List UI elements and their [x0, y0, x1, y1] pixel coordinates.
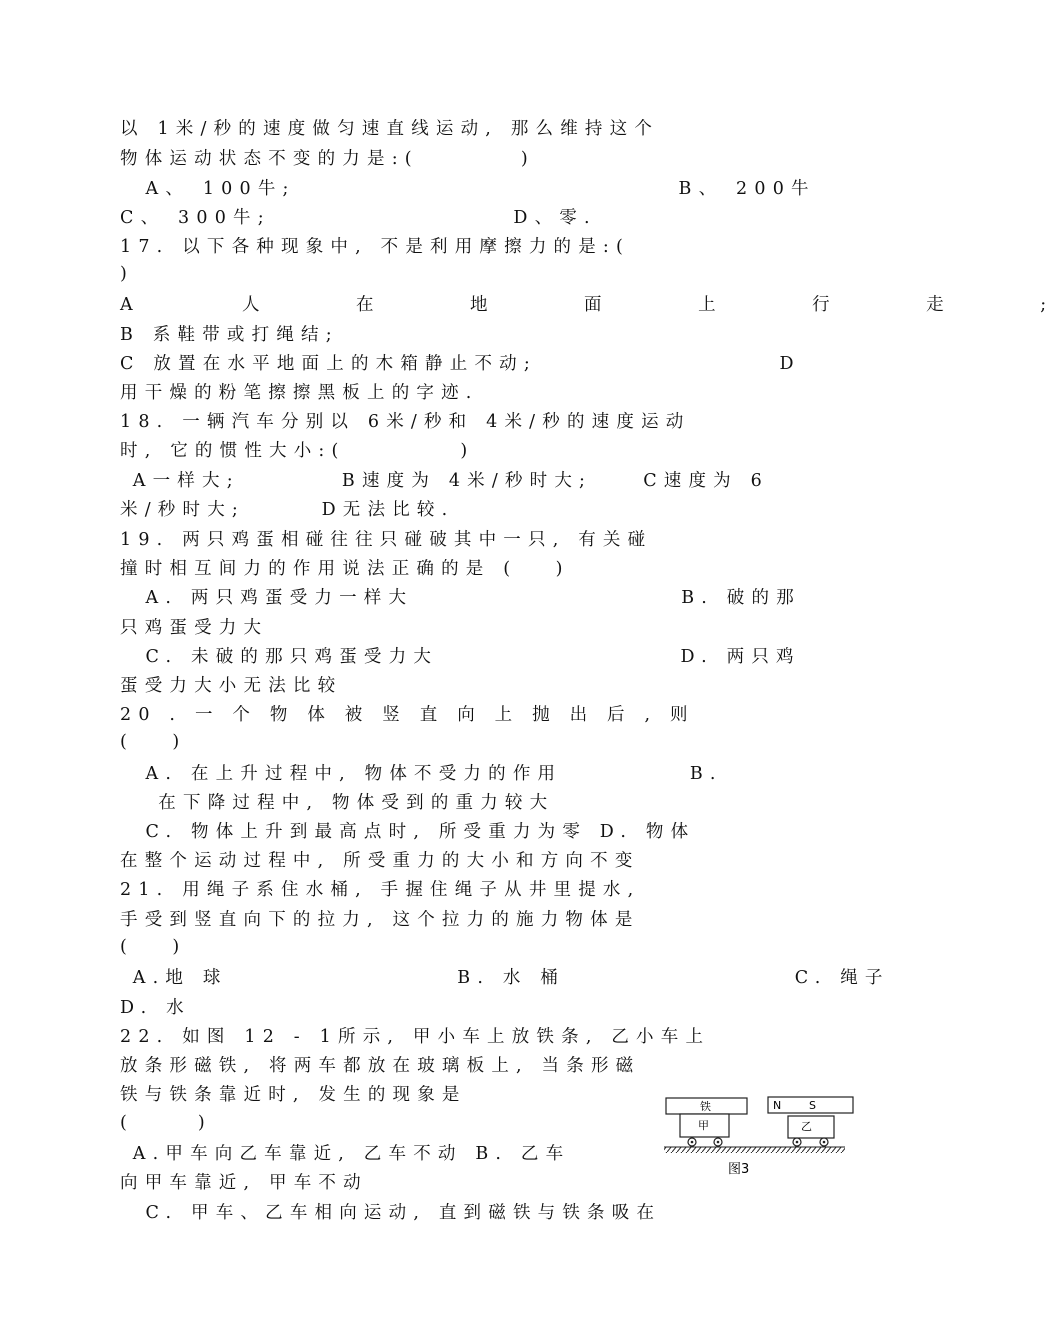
figure-caption: 图3 [728, 1162, 750, 1177]
text-line: 蛋受力大小无法比较 [120, 676, 343, 696]
text-line: 物体运动状态不变的力是:( ) [120, 149, 535, 169]
text-line: C. 未破的那只鸡蛋受力大 D. 两只鸡 [120, 647, 801, 667]
text-line: ( ) [120, 732, 187, 752]
cart-b-axle [796, 1141, 799, 1144]
cart-b-label: 乙 [801, 1120, 812, 1133]
text-line: ( ) [120, 1113, 212, 1133]
text-line: A一样大; B速度为 4米/秒时大; C速度为 6 [120, 471, 769, 491]
text-line: 在整个运动过程中, 所受重力的大小和方向不变 [120, 851, 640, 871]
text-line: 以 1米/秒的速度做匀速直线运动, 那么维持这个 [120, 119, 660, 139]
ground-hatch [664, 1147, 845, 1153]
text-line: 米/秒时大; D无法比较. [120, 500, 455, 520]
iron-bar-label: 铁 [700, 1100, 711, 1113]
text-line: C、 300牛; D、零. [120, 208, 597, 228]
figure-two-carts [662, 1092, 857, 1184]
cart-a-axle [691, 1141, 694, 1144]
text-line: A.地 球 B. 水 桶 C. 绳子 [120, 968, 890, 988]
text-line: C. 甲车、乙车相向运动, 直到磁铁与铁条吸在 [120, 1203, 662, 1223]
text-line: 18. 一辆汽车分别以 6米/秒和 4米/秒的速度运动 [120, 412, 691, 432]
text-line: 向甲车靠近, 甲车不动 [120, 1173, 368, 1193]
text-line: 19. 两只鸡蛋相碰往往只碰破其中一只, 有关碰 [120, 530, 653, 550]
magnet-s-label: S [809, 1099, 816, 1112]
text-line: 铁与铁条靠近时, 发生的现象是 [120, 1085, 467, 1105]
text-line: 20 . 一 个 物 体 被 竖 直 向 上 抛 出 后 , 则 [120, 705, 695, 725]
text-line: A. 两只鸡蛋受力一样大 B. 破的那 [120, 588, 801, 608]
text-line: 17. 以下各种现象中, 不是利用摩擦力的是:( [120, 237, 631, 257]
cart-a-axle [717, 1141, 720, 1144]
text-line: 放条形磁铁, 将两车都放在玻璃板上, 当条形磁 [120, 1056, 641, 1076]
cart-b-axle [823, 1141, 826, 1144]
text-line: 手受到竖直向下的拉力, 这个拉力的施力物体是 [120, 910, 640, 930]
text-line: ) [120, 264, 135, 284]
text-line: 21. 用绳子系住水桶, 手握住绳子从井里提水, [120, 880, 641, 900]
cart-a-label: 甲 [698, 1119, 709, 1132]
text-line: ( ) [120, 937, 187, 957]
text-line: 在下降过程中, 物体受到的重力较大 [120, 793, 555, 813]
text-line: 用干燥的粉笔擦擦黑板上的字迹. [120, 383, 479, 403]
text-line: B 系鞋带或打绳结; [120, 325, 339, 345]
text-line: C 放置在水平地面上的木箱静止不动; D [120, 354, 801, 374]
text-line: A. 在上升过程中, 物体不受力的作用 B. [120, 764, 723, 784]
text-line: 只鸡蛋受力大 [120, 618, 269, 638]
text-line: 时, 它的惯性大小:( ) [120, 441, 475, 461]
magnet-n-label: N [773, 1099, 782, 1112]
text-line: A、 100牛; B、 200牛 [120, 179, 816, 199]
text-line: C. 物体上升到最高点时, 所受重力为零 D. 物体 [120, 822, 696, 842]
text-line: D. 水 [120, 998, 191, 1018]
text-line: 撞时相互间力的作用说法正确的是 ( ) [120, 559, 570, 579]
text-line: 22. 如图 12 - 1所示, 甲小车上放铁条, 乙小车上 [120, 1027, 711, 1047]
text-line: A 人 在 地 面 上 行 走 ; [120, 295, 1053, 315]
text-line: A.甲车向乙车靠近, 乙车不动 B. 乙车 [120, 1144, 571, 1164]
